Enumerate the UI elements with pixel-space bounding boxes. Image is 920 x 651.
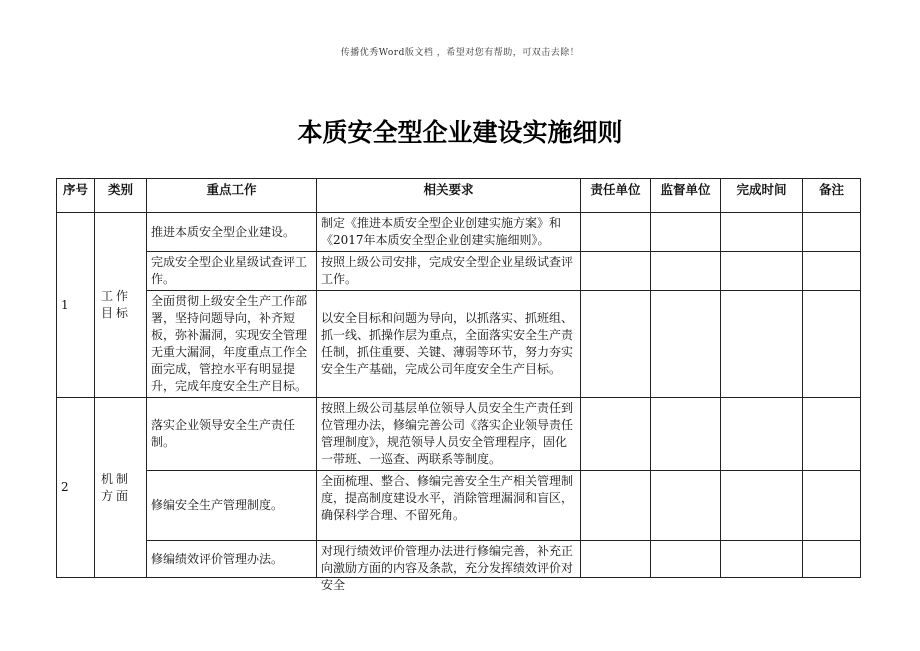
focus-cell: 修编绩效评价管理办法。 — [147, 541, 317, 578]
column-header-category: 类别 — [95, 179, 147, 213]
column-header-responsible-unit: 责任单位 — [581, 179, 651, 213]
remarks-cell — [803, 541, 861, 578]
table-row — [57, 252, 861, 291]
completion-time-cell — [721, 213, 803, 252]
requirement-cell: 按照上级公司基层单位领导人员安全生产责任到位管理办法，修编完善公司《落实企业领导责任管理制度》，规范领导人员安全管理程序，固化一带班、一巡查、两联系等制度。 — [317, 398, 581, 471]
watermark-text: 传播优秀Word版文档 ，希望对您有帮助，可双击去除！ — [340, 48, 580, 58]
requirement-cell: 全面梳理、整合、修编完善安全生产相关管理制度，提高制度建设水平，消除管理漏洞和盲区，确保科学合理、不留死角。 — [317, 471, 581, 541]
supervising-unit-cell — [651, 291, 721, 398]
responsible-unit-cell — [581, 541, 651, 578]
remarks-cell — [803, 398, 861, 471]
responsible-unit-cell — [581, 471, 651, 541]
focus-cell: 全面贯彻上级安全生产工作部署，坚持问题导向，补齐短板，弥补漏洞，实现安全管理无重大漏洞，年度重点工作全面完成，管控水平有明显提升，完成年度安全生产目标。 — [147, 291, 317, 398]
column-header-focus: 重点工作 — [147, 179, 317, 213]
table-row — [57, 471, 861, 541]
column-header-remarks: 备注 — [803, 179, 861, 213]
implementation-table — [56, 178, 861, 592]
remarks-cell — [803, 291, 861, 398]
focus-cell: 推进本质安全型企业建设。 — [147, 213, 317, 252]
requirement-text-clipped: 对现行绩效评价管理办法进行修编完善，补充正向激励方面的内容及条款，充分发挥绩效评价对安全 — [321, 544, 574, 592]
column-header-completion-time: 完成时间 — [721, 179, 803, 213]
supervising-unit-cell — [651, 213, 721, 252]
focus-cell: 落实企业领导安全生产责任制。 — [147, 398, 317, 471]
column-header-supervising-unit: 监督单位 — [651, 179, 721, 213]
responsible-unit-cell — [581, 213, 651, 252]
requirement-cell: 以安全目标和问题为导向，以抓落实、抓班组、抓一线、抓操作层为重点，全面落实安全生产责任制，抓住重要、关键、薄弱等环节，努力夯实安全生产基础，完成公司年度安全生产目标。 — [317, 291, 581, 398]
requirement-cell: 按照上级公司安排，完成安全型企业星级试查评工作。 — [317, 252, 581, 291]
completion-time-cell — [721, 252, 803, 291]
remarks-cell — [803, 252, 861, 291]
group-number: 2 — [57, 398, 95, 578]
completion-time-cell — [721, 398, 803, 471]
supervising-unit-cell — [651, 398, 721, 471]
completion-time-cell — [721, 541, 803, 578]
table-row — [57, 291, 861, 398]
table-row — [57, 213, 861, 252]
column-header-requirement: 相关要求 — [317, 179, 581, 213]
table-row — [57, 541, 861, 578]
supervising-unit-cell — [651, 471, 721, 541]
remarks-cell — [803, 471, 861, 541]
table-header-row — [57, 179, 861, 213]
group-number: 1 — [57, 213, 95, 398]
responsible-unit-cell — [581, 398, 651, 471]
group-category: 工作目标 — [95, 213, 147, 398]
supervising-unit-cell — [651, 252, 721, 291]
focus-cell: 修编安全生产管理制度。 — [147, 471, 317, 541]
focus-cell: 完成安全型企业星级试查评工作。 — [147, 252, 317, 291]
supervising-unit-cell — [651, 541, 721, 578]
requirement-cell — [317, 541, 581, 592]
completion-time-cell — [721, 291, 803, 398]
table-row — [57, 398, 861, 471]
completion-time-cell — [721, 471, 803, 541]
column-header-number: 序号 — [57, 179, 95, 213]
remarks-cell — [803, 213, 861, 252]
group-category: 机制方面 — [95, 398, 147, 578]
responsible-unit-cell — [581, 291, 651, 398]
document-title: 本质安全型企业建设实施细则 — [297, 118, 623, 147]
requirement-cell: 制定《推进本质安全型企业创建实施方案》和《2017年本质安全型企业创建实施细则》。 — [317, 213, 581, 252]
responsible-unit-cell — [581, 252, 651, 291]
